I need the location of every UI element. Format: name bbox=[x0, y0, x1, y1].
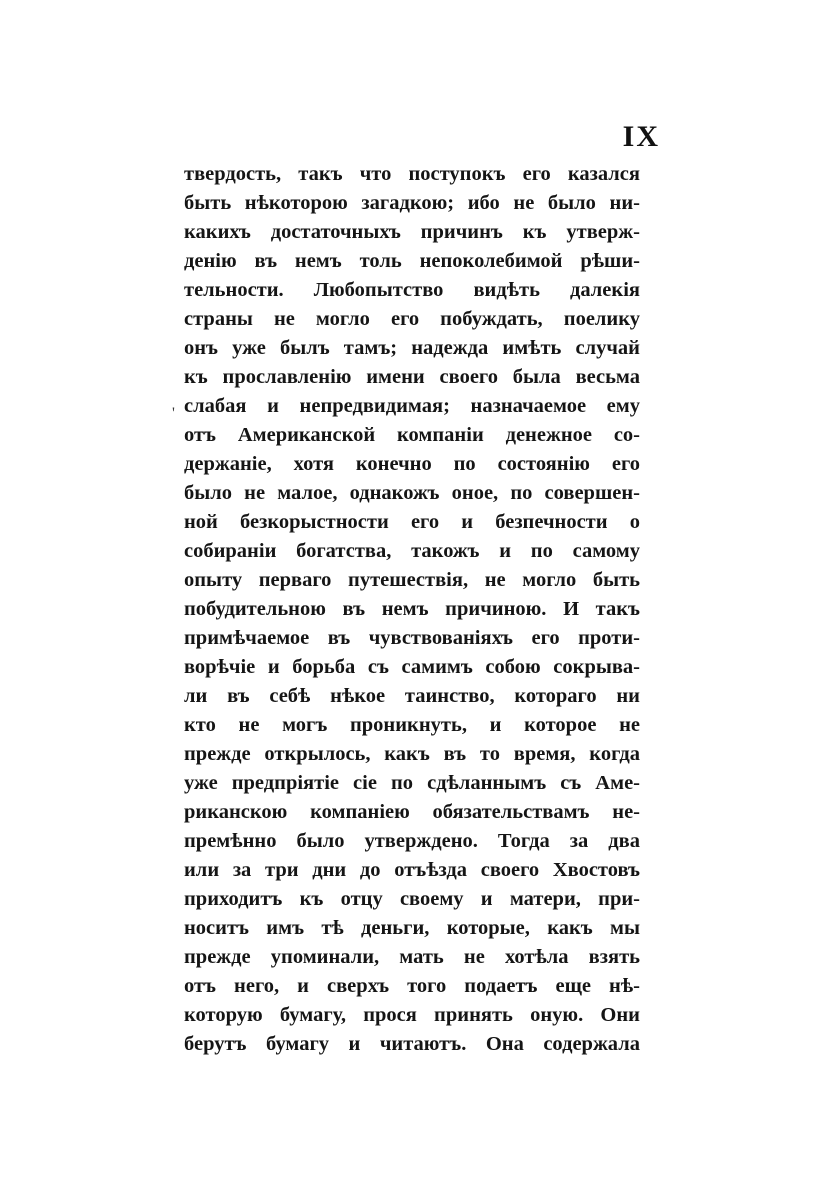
text-line: держаніе, хотя конечно по состоянію его bbox=[184, 453, 640, 475]
text-line: уже предпріятіе сіе по сдѣланнымъ съ Аме- bbox=[184, 772, 640, 794]
text-line: ли въ себѣ нѣкое таинство, котораго ни bbox=[184, 685, 640, 707]
text-line: отъ него, и сверхъ того подаетъ еще нѣ- bbox=[184, 975, 640, 997]
text-line: твердость, такъ что поступокъ его казался bbox=[184, 163, 640, 185]
text-line: собираніи богатства, такожъ и по самому bbox=[184, 540, 640, 562]
text-line: быть нѣкоторою загадкою; ибо не было ни- bbox=[184, 192, 640, 214]
text-line: ворѣчіе и борьба съ самимъ собою сокрыва- bbox=[184, 656, 640, 678]
text-line: страны не могло его побуждать, поелику bbox=[184, 308, 640, 330]
text-line: какихъ достаточныхъ причинъ къ утверж- bbox=[184, 221, 640, 243]
text-line: слабая и непредвидимая; назначаемое ему bbox=[184, 395, 640, 417]
text-line: которую бумагу, прося принять оную. Они bbox=[184, 1004, 640, 1026]
page-number: IX bbox=[622, 120, 660, 153]
text-line: къ прославленію имени своего была весьма bbox=[184, 366, 640, 388]
margin-mark: ' bbox=[172, 405, 175, 422]
text-line: кто не могъ проникнуть, и которое не bbox=[184, 714, 640, 736]
text-line: примѣчаемое въ чувствованіяхъ его проти- bbox=[184, 627, 640, 649]
text-line: приходитъ къ отцу своему и матери, при- bbox=[184, 888, 640, 910]
text-line: отъ Американской компаніи денежное со- bbox=[184, 424, 640, 446]
text-line: побудительною въ немъ причиною. И такъ bbox=[184, 598, 640, 620]
text-line: или за три дни до отъѣзда своего Хвостовъ bbox=[184, 859, 640, 881]
text-line: берутъ бумагу и читаютъ. Она содержала bbox=[184, 1033, 640, 1055]
text-line: прежде открылось, какъ въ то время, когда bbox=[184, 743, 640, 765]
text-line: носитъ имъ тѣ деньги, которые, какъ мы bbox=[184, 917, 640, 939]
text-line: было не малое, однакожъ оное, по совершен- bbox=[184, 482, 640, 504]
text-line: опыту перваго путешествія, не могло быть bbox=[184, 569, 640, 591]
text-line: денію въ немъ толь непоколебимой рѣши- bbox=[184, 250, 640, 272]
body-text bbox=[184, 160, 640, 1059]
text-line: премѣнно было утверждено. Тогда за два bbox=[184, 830, 640, 852]
text-line: ной безкорыстности его и безпечности о bbox=[184, 511, 640, 533]
text-line: онъ уже былъ тамъ; надежда имѣть случай bbox=[184, 337, 640, 359]
text-line: прежде упоминали, мать не хотѣла взять bbox=[184, 946, 640, 968]
text-line: риканскою компаніею обязательствамъ не- bbox=[184, 801, 640, 823]
text-line: тельности. Любопытство видѣть далекія bbox=[184, 279, 640, 301]
